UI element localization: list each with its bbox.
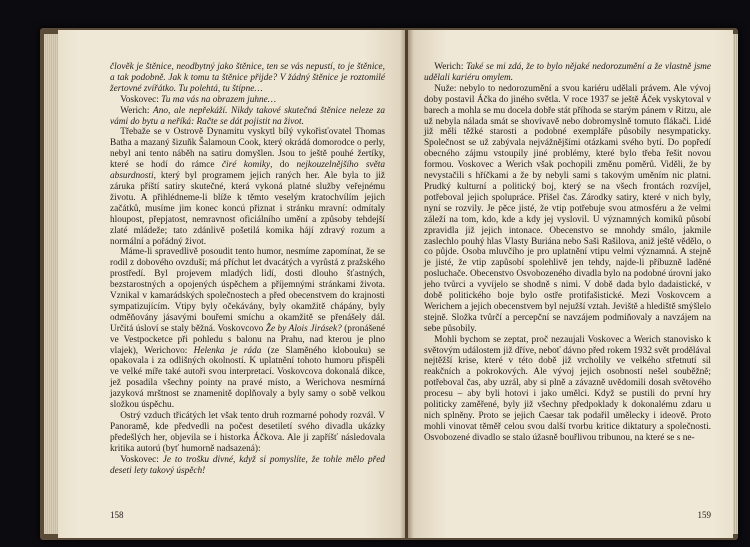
text-run: , do [270,160,297,171]
text-run: Mohli bychom se zeptat, proč nezaujali Voskovec a Werich stanovisko k světovým událostem již dříve, neboť dávno před rokem 1932 svět prodělával nejtěžší krise, které v této době již vrcholily ve velkého střetnutí sil reakčních a pokrokových. Ale vývoj jejich osobností nešel souběžně; potřeboval čas, aby uzrál, aby si plně a závazně uvědomili dosah světového procesu – aby byli hotovi i jako umělci. Když se pustili do první hry politicky zaměřené, byly již všechny předpoklady k dokonalému zdaru u nich splněny. Proto se jejich Caesar tak podařil umělecky i ideově. Proto mohli vinovat těměř celou svou další tvorbu kritice diktatury a společnosti. Osvobozené divadlo se stalo úžasně bouřlivou tribunou, na které se s ne- [424,334,711,443]
page-edges-right [733,34,738,534]
paragraph [424,84,711,335]
italic-text: Ano, ale nepřekáží. Nikdy takové skutečná štěnice neleze za vámi do bytu a neříká: Račte se dát pojistit na život. [110,105,385,127]
left-page-number: 158 [110,510,124,520]
text-run: Nuže: nebylo to nedorozumění a svou kariéru udělali právem. Ale vývoj doby postavil Áčka do jiného světla. V roce 1937 se ještě Áček vyskytoval v barech a mohla se mu docela dobře stát příhoda se starým pánem v Ritzu, ale už nebyla nálada smát se shovívavě nebo dobromyslně tomuto flákači. Lidé již měli těžké starosti a podobné exempláře působily nesympaticky. Společnost se už zabývala nejvážnějšími otázkami svého bytí. Do popředí obecného zájmu vstoupily jiné problémy, které bylo třeba řešit novou formou. Voskovec a Werich však pochopili změnu poměrů. Viděli, že by nevystačili s hříčkami a že by nebyli sami s takovým uměním nic platni. Prudký kulturní a politický boj, který se na všech frontách rozvíjel, potřeboval jejich spolupráce. Přišel čas. Zárodky satiry, které v nich byly, nyní se rozvily. Je pěce jisté, že vtip potřebuje svou atmosféru a že velmi záleží na tom, kdo, kde a kdy jej vyslovil. U významných komiků působí zpravidla již jejich intonace. Obecenstvo se mnohdy smálo, jakmile zaslechlo pouhý hlas Vlasty Buriána nebo Saši Rašilova, aniž ještě vědělo, o co půjde. Osoba mluvčího je pro uplatnění vtipu velmi významná. A stejně je jisté, že vtip zapůsobí spolehlivě jen tehdy, najde-li příbuzně laděné posluchače. Obecenstvo Osvobozeného divadla bylo na podobné úrovni jako jeho tvůrci a vyvíjelo se shodně s nimi. V době dada bylo dadaistické, v době politického boje bylo ostře protifašistické. Mezi Voskovcem a Werichem a jejich obecenstvem byl nejužší vztah. Jeviště a hlediště smýšlelo stejně. Složka tvůrčí a percepční se navzájem podmiňovaly a navzájem na sebe působily. [424,83,711,334]
text-run: Voskovec: [120,454,163,465]
text-run: (pronášené ve Vestpocketce při pohledu s balonu na Prahu, nad kterou je plno vlajek), Werichovo: [110,323,385,356]
italic-text: čiré komiky [221,160,271,171]
text-run: (ze Slaměného klobouku) se opakovala i za odlišných okolností. K uplatnění tohoto humoru přispěli ve velké míře také autoři svou interpretací. Voskovcova dokonalá dikce, jež posadila všechny pointy na pravé místo, a Werichova nesmírná jazyková mrštnost se znamenitě doplňovaly a byly samy o sobě velkou složkou úspěchu. [110,345,385,411]
paragraph [110,106,385,128]
paragraph [424,335,711,444]
paragraph [110,455,385,477]
book-gutter [400,30,414,538]
text-run: Werich: [434,62,467,72]
italic-text: Tu ma vás na obrazem juhne… [161,94,277,105]
italic-text: nejkouzelnějšího světa absurdnosti [110,160,385,182]
paragraph [110,411,385,455]
left-page-text [110,62,385,476]
text-run: Werich: [120,105,154,116]
text-run: Máme-li spravedlivě posoudit tento humor, nesmíme zapomínat, že se rodil z dobového ovzduší; má příchut let dvacátých a vyrůstá z pražského prostředí. Byl projevem mladých lidí, dosti dlouho šťastných, bezstarostných a opojených úspěchem a příjemnými stránkami života. Vznikal v kamarádských společnostech a před obecenstvem do krajnosti sympatizujícím. Vtipy byly očekávány, byly okamžitě chápány, byly odměňovány jásavými bouřemi smíchu a okamžitě se přenášely dál. Určitá úsloví se staly běžná. Voskovcovo [110,247,385,334]
italic-text: Je to trošku divné, když si pomyslíte, že tohle mělo před deseti lety takový úspěch! [110,454,386,476]
right-page [408,30,733,538]
right-page-text [424,62,711,444]
page-edges-left [44,34,58,534]
italic-text: Helenka je ráda [193,345,262,356]
text-run: Voskovec: [120,94,162,105]
italic-text: Také se mi zdá, že to bylo nějaké nedorozumění a že vlastně jsme udělali kariéru omylem. [424,62,711,83]
text-run: Ostrý vzduch třicátých let však tento druh rozmarné pohody rozvál. V Panoramě, kde předvedli na počest desetiletí svého divadla ukázky předešlých her, objevila se i historka Áčkova. Ale ji zapříšť následovala kritika autorú (byť humorně nadsazená): [110,411,385,454]
paragraph [110,62,385,95]
paragraph [110,247,385,411]
text-run: , který byl programem jejich raných her. Ale byla to již záruka příští satiry skutečné, která vykoná platné služby veřejnému životu. A přihlédneme-li blíže k těmto veselým kratochvílím jejich začátků, musíme jim konec koncú přiznat i stránku mravní: odmítaly hloupost, přepjatost, nemravnost oficiálního umění a způsoby tehdejší zlaté mládeže; tato zdánlivě pošetilá komika hájí zdravý rozum a normální a pořádný život. [110,171,385,247]
paragraph [110,95,385,106]
italic-text: Že by Alois Jirásek? [265,323,342,334]
left-page [58,30,405,538]
paragraph [110,127,385,247]
text-run: Třebaže se v Ostrově Dynamitu vyskytl bílý vykořisťovatel Thomas Batha a mazaný šizuňk Šalamoun Cook, který okrádá domorodce o perly, nebyl ani tento náběh na satiru domyšlen. Jsou to ještě pouhé žertíky, které se hodí do rámce [110,127,385,171]
right-page-number: 159 [697,510,711,520]
paragraph [424,62,711,84]
italic-text: člověk je štěnice, neodbytný jako štěnice, ten se vás nepustí, to je štěnice, a tak podobně. Jak k tomu ta štěnice přijde? V žádný štěnice je roztomilé žertovné zvířátko. Tu polehtá, tu štípne… [110,62,385,94]
